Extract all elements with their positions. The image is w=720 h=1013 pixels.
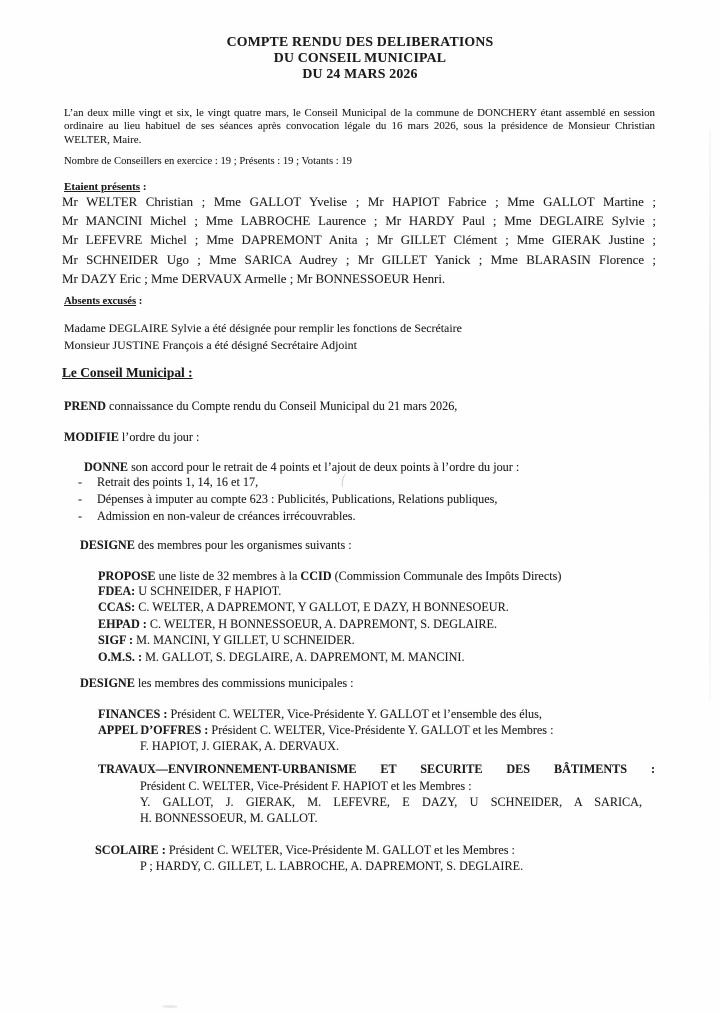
organisme-row (98, 599, 658, 615)
dash-bullet: - (78, 509, 83, 523)
organisme-label: SIGF : (98, 633, 134, 648)
scan-edge-artifact (709, 130, 711, 700)
present-members-line: Mr WELTER Christian ; Mme GALLOT Yvelise ; Mr HAPIOT Fabrice ; Mme GALLOT Martine ; (62, 195, 656, 209)
present-members-line: Mr SCHNEIDER Ugo ; Mme SARICA Audrey ; Mr GILLET Yanick ; Mme BLARASIN Florence ; (62, 252, 656, 267)
organisme-members: M. MANCINI, Y GILLET, U SCHNEIDER. (133, 633, 355, 648)
commission-label: SCOLAIRE : (95, 843, 166, 857)
commission-appel-offres-members: F. HAPIOT, J. GIERAK, A. DERVAUX. (140, 739, 340, 753)
organisme-members: M. GALLOT, S. DEGLAIRE, A. DAPREMONT, M. MANCINI. (142, 649, 465, 664)
commission-travaux-heading: TRAVAUX—ENVIRONNEMENT-URBANISME ET SECURITE DES BÂTIMENTS : (98, 762, 655, 776)
commission-travaux-line: H. BONNESSOEUR, M. GALLOT. (140, 811, 318, 825)
commission-label: APPEL D’OFFRES : (98, 723, 209, 737)
resolution-text: des membres pour les organismes suivants : (134, 538, 352, 552)
resolution-keyword: DESIGNE (80, 676, 135, 690)
list-item (78, 508, 638, 525)
title-line-1: COMPTE RENDU DES DELIBERATIONS (226, 34, 494, 49)
resolution-keyword: DESIGNE (80, 538, 135, 552)
commission-members: Président C. WELTER, Vice-Présidente M. GALLOT et les Membres : (165, 843, 515, 857)
commission-scolaire (95, 842, 515, 859)
list-item-text: Dépenses à imputer au compte 623 : Publicités, Publications, Relations publiques, (97, 492, 498, 506)
secretary-designations (64, 320, 462, 354)
resolution-modifie (64, 429, 199, 446)
resolution-designe-organismes (80, 537, 352, 554)
intro-line: WELTER, Maire. (64, 133, 142, 146)
commission-travaux-line: Y. GALLOT, J. GIERAK, M. LEFEVRE, E DAZY, U SCHNEIDER, A SARICA, (140, 795, 642, 809)
organisme-members: U SCHNEIDER, F HAPIOT. (135, 584, 282, 598)
absent-heading (64, 296, 142, 307)
organisme-row (98, 649, 658, 665)
organisme-row (98, 583, 658, 599)
intro-line: L’an deux mille vingt et six, le vingt quatre mars, le Conseil Municipal de la commune de DONCHERY étant assemblé en session (64, 107, 655, 119)
resolution-keyword: DONNE (84, 460, 129, 474)
organisme-label: O.M.S. : (98, 649, 143, 664)
organismes-list (98, 583, 658, 665)
resolution-text: son accord pour le retrait de 4 points et l’ajout de deux points à l’ordre du jour : (128, 460, 520, 474)
resolution-text: les membres des commissions municipales : (134, 676, 354, 690)
ccid-acronym: CCID (300, 569, 332, 583)
organisme-members: C. WELTER, A DAPREMONT, Y GALLOT, E DAZY, H BONNESOEUR. (135, 600, 509, 615)
organisme-row (98, 632, 658, 648)
dash-bullet: - (78, 492, 83, 506)
resolution-keyword: PREND (64, 399, 106, 413)
present-members-line: Mr MANCINI Michel ; Mme LABROCHE Laurence ; Mr HARDY Paul ; Mme DEGLAIRE Sylvie ; (62, 214, 656, 229)
organisme-label: FDEA: (98, 584, 136, 598)
present-heading-colon: : (140, 181, 147, 193)
present-members-line: Mr LEFEVRE Michel ; Mme DAPREMONT Anita ; Mr GILLET Clément ; Mme GIERAK Justine ; (62, 233, 656, 248)
absent-heading-colon: : (136, 296, 143, 307)
dash-bullet: - (78, 475, 83, 489)
resolution-text: connaissance du Compte rendu du Conseil Municipal du 21 mars 2026, (105, 399, 458, 413)
council-heading-label: Le Conseil Municipal : (62, 365, 193, 380)
title-line-2: DU CONSEIL MUNICIPAL (273, 50, 447, 65)
organisme-row (98, 616, 658, 632)
intro-line: ordinaire au lieu habituel de ses séances après convocation légale du 16 mars 2026, sous la présidence de Monsieur Christian (64, 120, 655, 133)
commission-scolaire-members: P ; HARDY, C. GILLET, L. LABROCHE, A. DAPREMONT, S. DEGLAIRE. (140, 859, 524, 873)
resolution-text: l’ordre du jour : (118, 430, 200, 444)
absent-heading-label: Absents excusés (64, 296, 137, 307)
present-heading-label: Etaient présents (64, 181, 141, 193)
present-members-list (62, 193, 656, 289)
commission-members: Président C. WELTER, Vice-Présidente Y. GALLOT et l’ensemble des élus, (167, 707, 542, 721)
resolution-text: une liste de 32 membres à la (155, 569, 301, 583)
list-item (78, 474, 638, 491)
commission-travaux-line: Président C. WELTER, Vice-Président F. HAPIOT et les Membres : (140, 779, 472, 793)
list-item-text: Admission en non-valeur de créances irrécouvrables. (97, 509, 356, 523)
resolution-text: (Commission Communale des Impôts Directs) (331, 569, 562, 583)
resolution-designe-commissions (80, 675, 354, 692)
document-title (0, 34, 720, 82)
council-heading (62, 365, 193, 381)
commission-label: FINANCES : (98, 707, 168, 721)
secretary-line: Monsieur JUSTINE François a été désigné Secrétaire Adjoint (64, 337, 357, 352)
session-intro-paragraph (64, 107, 655, 147)
present-members-line: Mr DAZY Eric ; Mme DERVAUX Armelle ; Mr BONNESSOEUR Henri. (62, 271, 446, 286)
secretary-line: Madame DEGLAIRE Sylvie a été désignée pour remplir les fonctions de Secrétaire (64, 321, 462, 335)
list-item (78, 491, 638, 508)
resolution-prend (64, 398, 457, 415)
list-item-text: Retrait des points 1, 14, 16 et 17, (97, 475, 259, 489)
councillors-count-line: Nombre de Conseillers en exercice : 19 ; Présents : 19 ; Votants : 19 (64, 156, 352, 167)
agenda-change-list (78, 474, 638, 525)
organisme-label: EHPAD : (98, 616, 147, 631)
title-line-3: DU 24 MARS 2026 (302, 66, 418, 81)
scan-smudge-artifact (162, 1005, 178, 1008)
commission-finances (98, 706, 542, 723)
commission-members: Président C. WELTER, Vice-Présidente Y. GALLOT et les Membres : (208, 723, 554, 737)
organisme-label: CCAS: (98, 600, 136, 615)
resolution-keyword: PROPOSE (98, 569, 156, 583)
organisme-members: C. WELTER, H BONNESSOEUR, A. DAPREMONT, S. DEGLAIRE. (146, 616, 498, 631)
commission-appel-offres (98, 722, 553, 739)
present-heading (64, 181, 147, 193)
resolution-keyword: MODIFIE (64, 430, 119, 444)
